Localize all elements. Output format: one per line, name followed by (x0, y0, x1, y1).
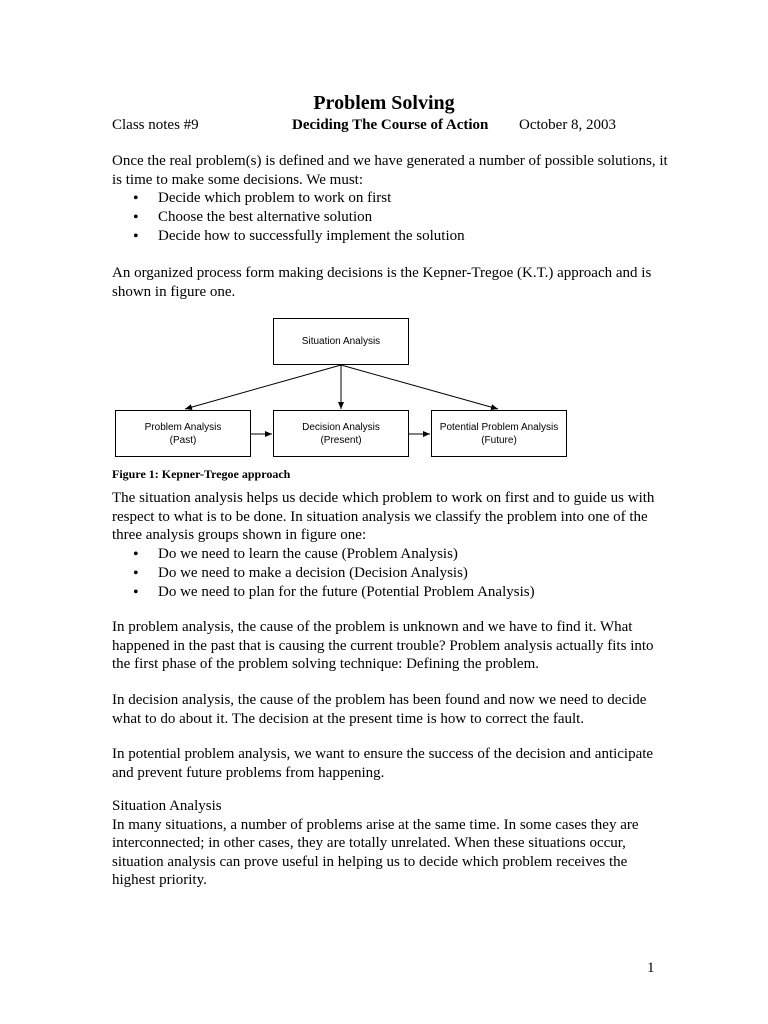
situation-analysis-box (273, 318, 409, 365)
problem-analysis-box (115, 410, 251, 457)
problem-analysis-paragraph: In problem analysis, the cause of the problem is unknown and we have to find it. What happened in the past that is causing the current trouble? Problem analysis actually fits into the first phase of the problem solving technique: Defining the problem. (112, 619, 654, 672)
situation-analysis-overview (112, 489, 672, 602)
section-subtitle: Deciding The Course of Action (292, 117, 489, 133)
page-title: Problem Solving (313, 92, 455, 114)
problem-analysis-label: Problem Analysis (144, 421, 222, 433)
list-item: • Do we need to learn the cause (Problem Analysis) (112, 545, 672, 564)
situation-paragraph: The situation analysis helps us decide which problem to work on first and to guide us with respect to what is to be done. In situation analysis we classify the problem into one of the three analysis groups shown in figure one: (112, 490, 655, 543)
decision-analysis-paragraph: In decision analysis, the cause of the problem has been found and now we need to decide what to do about it. The decision at the present time is how to correct the fault. (112, 692, 647, 727)
decision-analysis-label: Decision Analysis (302, 421, 380, 433)
figure-caption: Figure 1: Kepner-Tregoe approach (112, 467, 291, 481)
list-item: • Choose the best alternative solution (112, 208, 672, 227)
potential-problem-analysis-label: Potential Problem Analysis (439, 421, 559, 433)
decision-analysis-box (273, 410, 409, 457)
section-heading: Situation Analysis (112, 798, 222, 814)
intro-section (112, 152, 672, 246)
intro-paragraph: Once the real problem(s) is defined and we have generated a number of possible solutions, it is time to make some decisions. We must: (112, 153, 668, 188)
class-notes-label: Class notes #9 (112, 117, 199, 133)
situation-analysis-section (112, 797, 672, 890)
kt-intro-paragraph: An organized process form making decisions is the Kepner-Tregoe (K.T.) approach and is shown in figure one. (112, 265, 652, 300)
list-item: • Do we need to plan for the future (Potential Problem Analysis) (112, 583, 672, 602)
potential-problem-analysis-box (431, 410, 567, 457)
potential-problem-analysis-timeframe: (Future) (481, 434, 517, 446)
arrow-situation-to-problem (185, 365, 341, 409)
list-item: • Decide how to successfully implement the solution (112, 227, 672, 246)
section-body: In many situations, a number of problems arise at the same time. In some cases they are interconnected; in other cases, they are totally unrelated. When these situations occur, situation analysis can prove useful in helping us to decide which problem receives the highest priority. (112, 816, 639, 888)
document-date: October 8, 2003 (519, 117, 617, 133)
situation-analysis-label: Situation Analysis (301, 336, 381, 347)
potential-problem-paragraph: In potential problem analysis, we want to ensure the success of the decision and anticipate and prevent future problems from happening. (112, 746, 654, 781)
intro-bullet-list (112, 189, 672, 246)
list-item: • Decide which problem to work on first (112, 189, 672, 208)
list-item: • Do we need to make a decision (Decision Analysis) (112, 564, 672, 583)
page-number: 1 (647, 960, 655, 976)
arrow-situation-to-potential (341, 365, 498, 409)
problem-analysis-timeframe: (Past) (169, 434, 197, 446)
decision-analysis-timeframe: (Present) (320, 434, 362, 446)
analysis-groups-list (112, 545, 672, 602)
